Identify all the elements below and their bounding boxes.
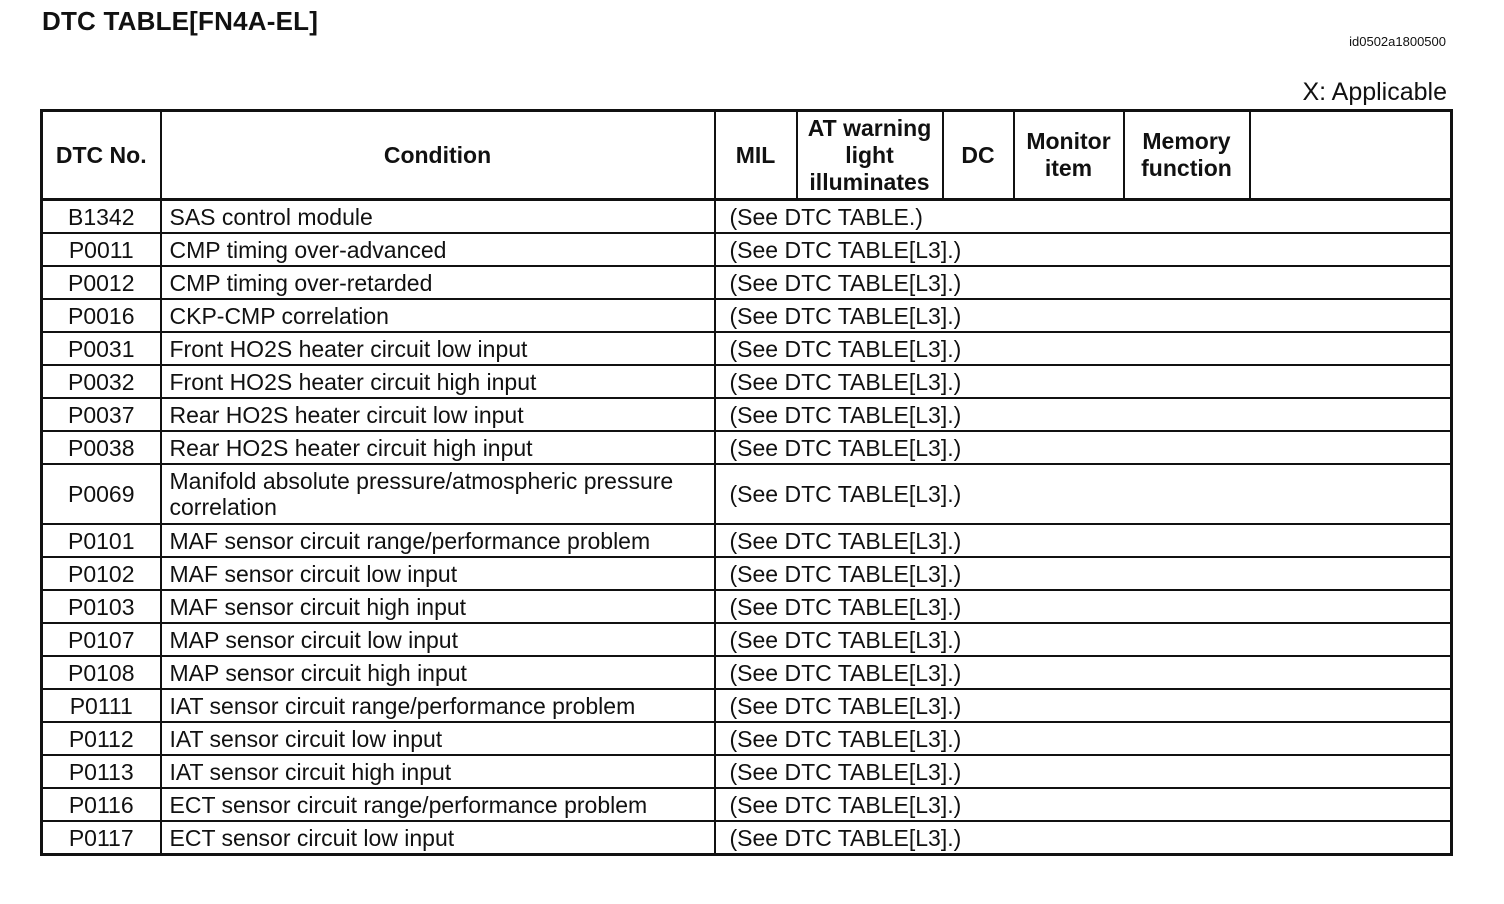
dtc-code: P0116: [42, 788, 161, 821]
dtc-reference: (See DTC TABLE[L3].): [715, 656, 1452, 689]
table-row: [42, 755, 1452, 788]
dtc-condition: IAT sensor circuit range/performance problem: [161, 689, 715, 722]
dtc-reference: (See DTC TABLE[L3].): [715, 755, 1452, 788]
dtc-code: P0103: [42, 590, 161, 623]
table-row: [42, 689, 1452, 722]
dtc-condition: IAT sensor circuit high input: [161, 755, 715, 788]
dtc-condition: CMP timing over-advanced: [161, 233, 715, 266]
dtc-reference: (See DTC TABLE[L3].): [715, 332, 1452, 365]
dtc-reference: (See DTC TABLE[L3].): [715, 398, 1452, 431]
dtc-condition: IAT sensor circuit low input: [161, 722, 715, 755]
dtc-condition: Front HO2S heater circuit high input: [161, 365, 715, 398]
dtc-code: P0037: [42, 398, 161, 431]
dtc-code: B1342: [42, 200, 161, 234]
document-id: id0502a1800500: [1349, 34, 1446, 49]
table-row: [42, 233, 1452, 266]
dtc-code: P0069: [42, 464, 161, 524]
dtc-condition: Front HO2S heater circuit low input: [161, 332, 715, 365]
dtc-code: P0111: [42, 689, 161, 722]
header-dtc-no: DTC No.: [42, 111, 161, 200]
dtc-code: P0113: [42, 755, 161, 788]
dtc-condition: ECT sensor circuit low input: [161, 821, 715, 855]
table-row: [42, 365, 1452, 398]
dtc-reference: (See DTC TABLE[L3].): [715, 623, 1452, 656]
dtc-condition: MAF sensor circuit low input: [161, 557, 715, 590]
dtc-code: P0031: [42, 332, 161, 365]
table-row: [42, 299, 1452, 332]
table-row: [42, 464, 1452, 524]
dtc-reference: (See DTC TABLE[L3].): [715, 365, 1452, 398]
dtc-condition: Manifold absolute pressure/atmospheric pressure correlation: [161, 464, 715, 524]
dtc-code: P0032: [42, 365, 161, 398]
dtc-code: P0102: [42, 557, 161, 590]
table-row: [42, 788, 1452, 821]
dtc-condition: SAS control module: [161, 200, 715, 234]
dtc-reference: (See DTC TABLE[L3].): [715, 266, 1452, 299]
dtc-reference: (See DTC TABLE[L3].): [715, 689, 1452, 722]
legend: X: Applicable: [1302, 78, 1447, 106]
dtc-code: P0112: [42, 722, 161, 755]
table-row: [42, 398, 1452, 431]
dtc-reference: (See DTC TABLE[L3].): [715, 233, 1452, 266]
table-body: [42, 200, 1452, 855]
table-row: [42, 557, 1452, 590]
dtc-reference: (See DTC TABLE[L3].): [715, 590, 1452, 623]
page-title: DTC TABLE[FN4A-EL]: [42, 6, 319, 36]
table-row: [42, 623, 1452, 656]
dtc-code: P0012: [42, 266, 161, 299]
dtc-reference: (See DTC TABLE[L3].): [715, 431, 1452, 464]
table-row: [42, 656, 1452, 689]
table-row: [42, 200, 1452, 234]
dtc-code: P0038: [42, 431, 161, 464]
dtc-code: P0107: [42, 623, 161, 656]
header-at-warning-light: AT warning light illuminates: [797, 111, 943, 200]
dtc-condition: MAF sensor circuit range/performance problem: [161, 524, 715, 557]
dtc-code: P0117: [42, 821, 161, 855]
dtc-condition: Rear HO2S heater circuit low input: [161, 398, 715, 431]
dtc-condition: MAP sensor circuit high input: [161, 656, 715, 689]
dtc-code: P0016: [42, 299, 161, 332]
header-blank: [1250, 111, 1452, 200]
dtc-reference: (See DTC TABLE[L3].): [715, 722, 1452, 755]
header-monitor-item: Monitor item: [1014, 111, 1124, 200]
header-condition: Condition: [161, 111, 715, 200]
table-row: [42, 332, 1452, 365]
dtc-reference: (See DTC TABLE[L3].): [715, 821, 1452, 855]
dtc-reference: (See DTC TABLE[L3].): [715, 557, 1452, 590]
header-dc: DC: [943, 111, 1014, 200]
dtc-code: P0101: [42, 524, 161, 557]
dtc-reference: (See DTC TABLE[L3].): [715, 299, 1452, 332]
dtc-code: P0108: [42, 656, 161, 689]
dtc-condition: CKP-CMP correlation: [161, 299, 715, 332]
header-mil: MIL: [715, 111, 797, 200]
table-row: [42, 431, 1452, 464]
dtc-reference: (See DTC TABLE[L3].): [715, 464, 1452, 524]
table-row: [42, 722, 1452, 755]
dtc-code: P0011: [42, 233, 161, 266]
dtc-condition: Rear HO2S heater circuit high input: [161, 431, 715, 464]
dtc-condition: ECT sensor circuit range/performance problem: [161, 788, 715, 821]
dtc-reference: (See DTC TABLE[L3].): [715, 524, 1452, 557]
dtc-condition: MAP sensor circuit low input: [161, 623, 715, 656]
dtc-reference: (See DTC TABLE.): [715, 200, 1452, 234]
table-row: [42, 821, 1452, 855]
dtc-condition: CMP timing over-retarded: [161, 266, 715, 299]
table-row: [42, 524, 1452, 557]
table-row: [42, 590, 1452, 623]
dtc-table: [40, 109, 1453, 856]
table-header-row: [42, 111, 1452, 200]
dtc-condition: MAF sensor circuit high input: [161, 590, 715, 623]
dtc-reference: (See DTC TABLE[L3].): [715, 788, 1452, 821]
table-row: [42, 266, 1452, 299]
header-memory-function: Memory function: [1124, 111, 1250, 200]
